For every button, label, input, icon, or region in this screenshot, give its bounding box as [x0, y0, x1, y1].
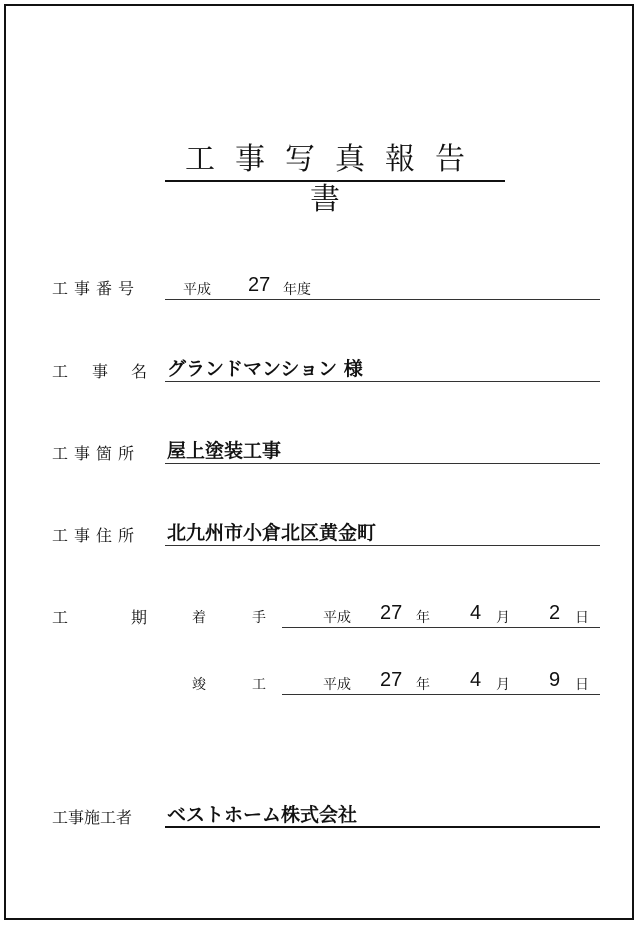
start-year: 27 — [380, 602, 403, 624]
start-label-b: 手 — [252, 610, 266, 626]
end-year-unit: 年 — [416, 677, 430, 693]
name-label-a: 工 — [52, 362, 69, 381]
contractor-underline — [165, 826, 600, 828]
start-era: 平成 — [323, 610, 351, 626]
period-label-a: 工 — [52, 608, 69, 627]
end-day: 9 — [549, 669, 561, 691]
end-label-a: 竣 — [192, 677, 206, 693]
contractor-name: ベストホーム株式会社 — [167, 804, 358, 826]
start-month-unit: 月 — [496, 610, 510, 626]
end-label-b: 工 — [252, 677, 266, 693]
contractor-label: 工事施工者 — [52, 808, 133, 827]
address-underline — [165, 545, 600, 546]
period-label-b: 期 — [131, 608, 148, 627]
end-month-unit: 月 — [496, 677, 510, 693]
end-era: 平成 — [323, 677, 351, 693]
start-day-unit: 日 — [575, 610, 589, 626]
name-underline — [165, 381, 600, 382]
project-location: 屋上塗装工事 — [167, 440, 282, 462]
fiscal-suffix: 年度 — [283, 282, 311, 298]
end-day-unit: 日 — [575, 677, 589, 693]
start-label-a: 着 — [192, 610, 206, 626]
start-year-unit: 年 — [416, 610, 430, 626]
fiscal-era: 平成 — [183, 282, 211, 298]
project-address: 北九州市小倉北区黄金町 — [167, 522, 377, 544]
name-label-c: 名 — [131, 362, 148, 381]
location-underline — [165, 463, 600, 464]
address-label: 工事住所 — [52, 526, 141, 545]
end-year: 27 — [380, 669, 403, 691]
location-label: 工事箇所 — [52, 444, 141, 463]
fiscal-label: 工事番号 — [52, 279, 141, 298]
start-underline — [282, 627, 600, 628]
project-name: グランドマンション 様 — [167, 358, 363, 380]
document-title: 工事写真報告書 — [165, 140, 505, 182]
end-underline — [282, 694, 600, 695]
end-month: 4 — [470, 669, 482, 691]
fiscal-underline — [165, 299, 600, 300]
fiscal-year: 27 — [248, 274, 271, 296]
start-day: 2 — [549, 602, 561, 624]
name-label-b: 事 — [92, 362, 109, 381]
start-month: 4 — [470, 602, 482, 624]
